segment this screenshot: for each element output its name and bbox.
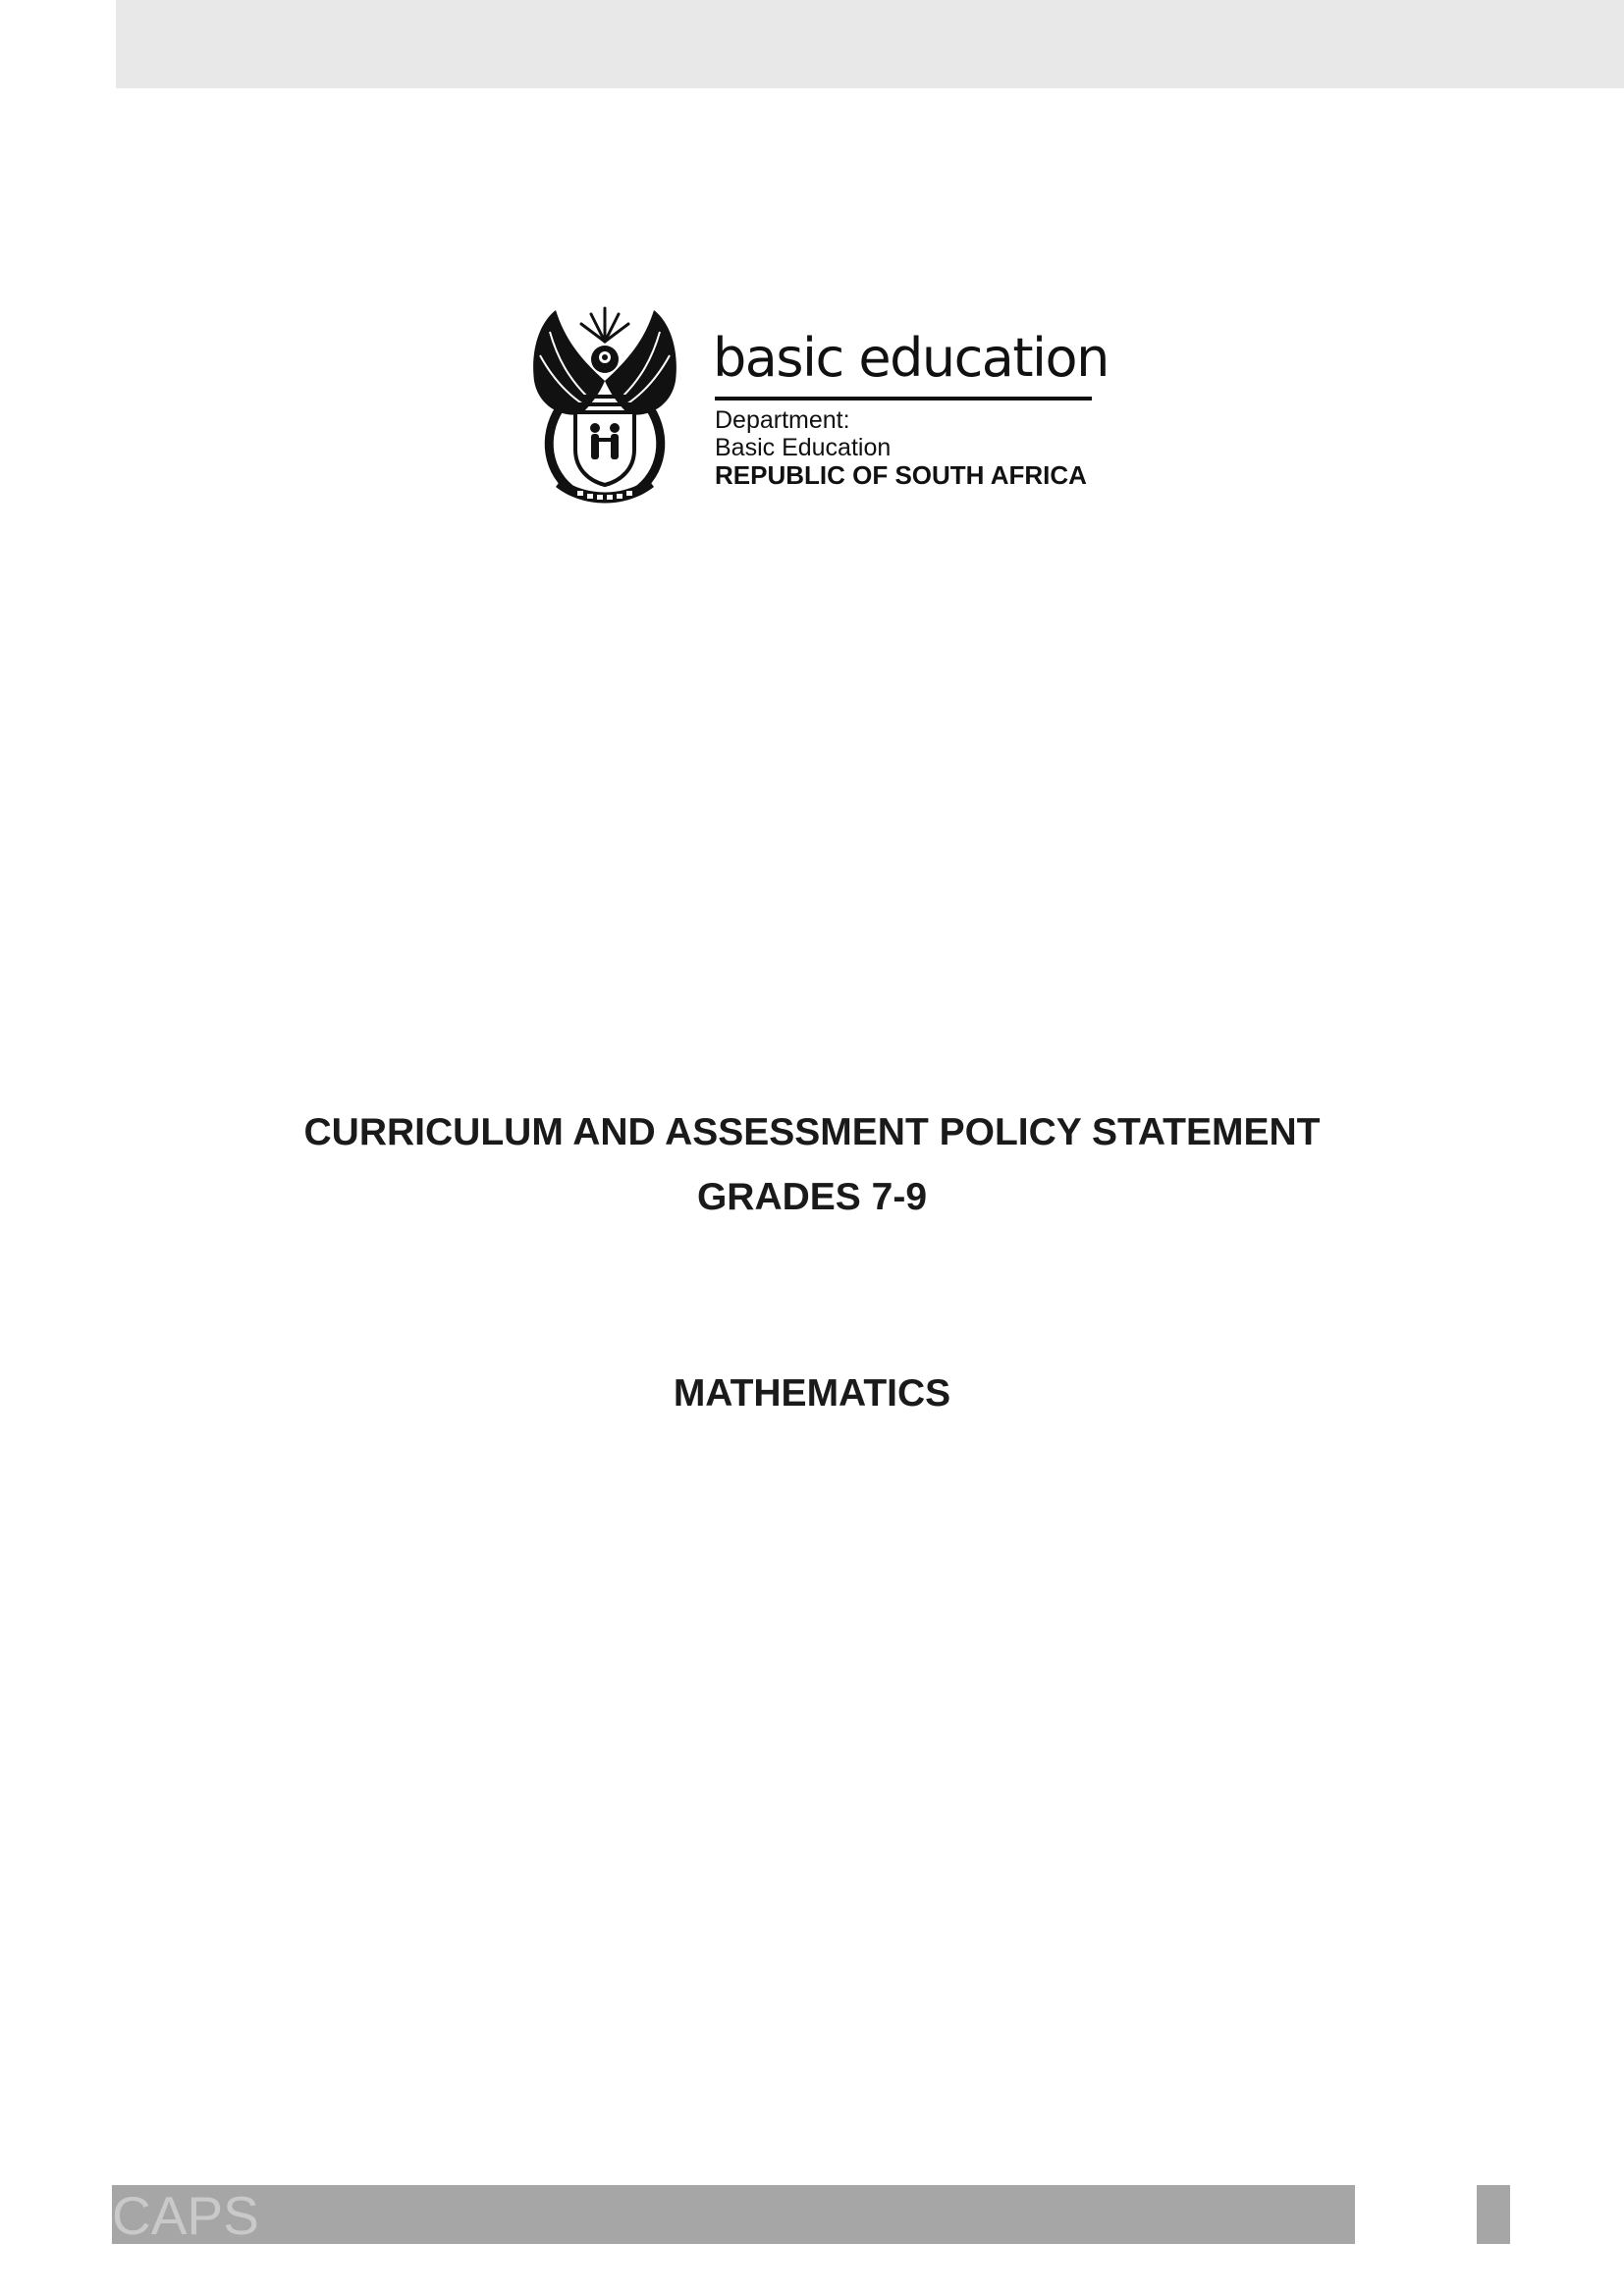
brand-rule — [715, 397, 1092, 400]
document-title: CURRICULUM AND ASSESSMENT POLICY STATEMENT — [303, 1111, 1321, 1153]
brand-name: basic education — [713, 327, 1109, 389]
department-logo — [526, 302, 1109, 510]
footer-label: CAPS — [112, 2185, 259, 2246]
coat-of-arms-icon — [526, 302, 683, 510]
top-band — [116, 0, 1624, 88]
document-grades: GRADES 7-9 — [696, 1176, 928, 1218]
page-number-box — [1355, 2185, 1477, 2244]
document-subject: MATHEMATICS — [673, 1372, 951, 1415]
department-label: Department: — [715, 406, 850, 434]
department-name: Basic Education — [715, 434, 892, 461]
country-name: REPUBLIC OF SOUTH AFRICA — [715, 460, 1087, 490]
footer-bar — [112, 2185, 1510, 2244]
